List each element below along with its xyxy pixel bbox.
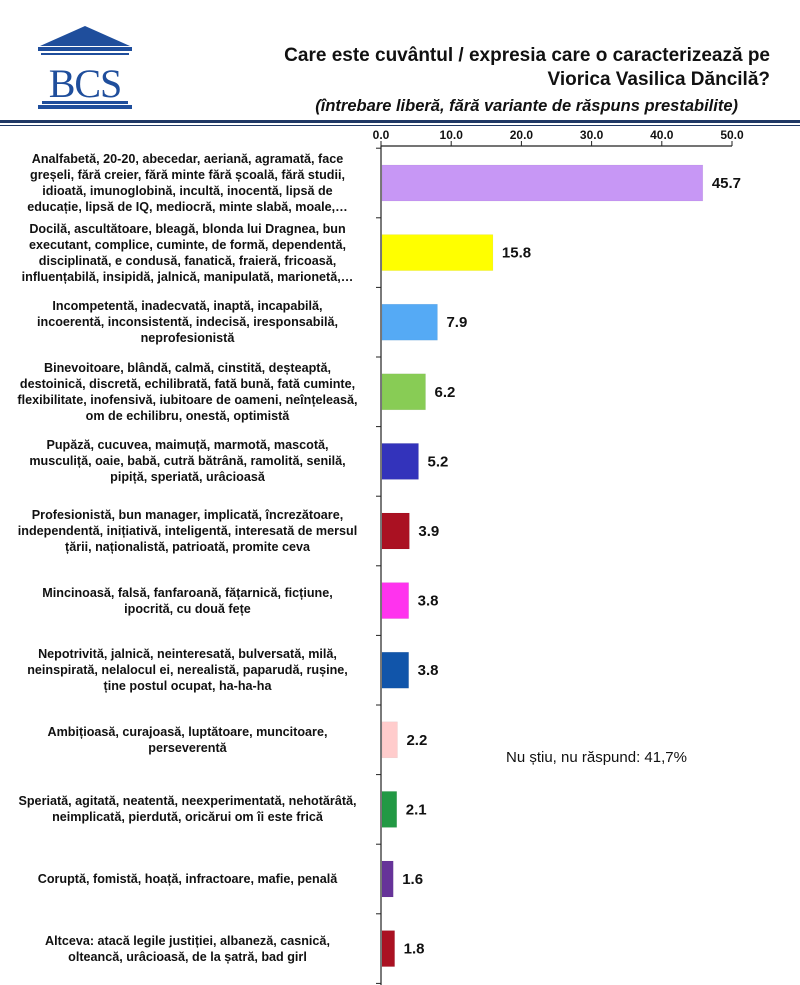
bar <box>382 791 397 827</box>
category-label-line: ipocrită, cu două fețe <box>124 601 251 616</box>
bar <box>382 722 397 758</box>
value-label: 1.8 <box>403 940 425 958</box>
value-label: 3.9 <box>418 523 440 540</box>
category-label-line: disciplinată, e condusă, fanatică, fraieră, fricoasă, <box>38 253 337 268</box>
value-label: 45.7 <box>711 175 742 192</box>
category-label-line: Incompetentă, inadecvată, inaptă, incapabilă, <box>52 299 323 314</box>
category-label-line: țării, naționalistă, patrioată, promite ceva <box>65 540 310 554</box>
category-label-line: neinspirată, nelalocul ei, nerealistă, paparudă, rușine, <box>27 663 348 678</box>
category-label-line: om de echilibru, onestă, optimistă <box>85 408 290 423</box>
chart-subtitle: (întrebare liberă, fără variante de răspuns prestabilite) <box>315 97 738 115</box>
title-line-1: Care este cuvântul / expresia care o caracterizează pe <box>284 45 770 66</box>
x-tick-label: 0.0 <box>372 128 390 142</box>
category-label-line: Pupăză, cucuvea, maimuță, marmotă, mascotă, <box>46 438 329 453</box>
category-label-line: Altceva: atacă legile justiției, albaneză, casnică, <box>45 933 330 948</box>
title-line-2: Viorica Vasilica Dăncilă? <box>547 69 770 90</box>
bar <box>382 165 703 201</box>
value-label: 1.6 <box>402 871 424 888</box>
bar <box>382 931 395 967</box>
category-label-line: influențabilă, insipidă, jalnică, manipulată, marionetă,… <box>21 269 354 284</box>
category-label-line: executant, complice, cuminte, de formă, dependentă, <box>28 237 347 252</box>
bar <box>382 304 437 340</box>
category-label-line: pipiță, speriată, urâcioasă <box>110 470 265 485</box>
category-label <box>2 220 373 286</box>
bar <box>382 235 493 271</box>
category-label-line: Ambițioasă, curajoasă, luptătoare, muncitoare, <box>47 724 328 739</box>
category-label <box>2 846 373 912</box>
category-label-line: neimplicată, pierdută, oricărui om îi este frică <box>52 810 323 825</box>
bar <box>382 652 409 688</box>
category-label-line: Binevoitoare, blândă, calmă, cinstită, deșteaptă, <box>44 360 331 375</box>
category-label <box>2 568 373 634</box>
bar <box>382 374 426 410</box>
category-label <box>2 776 373 842</box>
value-label: 3.8 <box>417 662 439 680</box>
category-label-line: greșeli, fără creier, fără minte fără școală, fără studii, <box>30 168 345 182</box>
category-label <box>2 150 373 216</box>
category-label <box>2 707 373 773</box>
value-label: 3.8 <box>417 592 439 610</box>
no-answer-note: Nu știu, nu răspund: 41,7% <box>506 749 687 766</box>
category-label <box>2 637 373 703</box>
category-label-line: ține postul ocupat, ha-ha-ha <box>103 679 272 694</box>
category-label-line: incoerentă, inconsistentă, indecisă, iresponsabilă, <box>37 315 338 330</box>
category-label-line: Profesionistă, bun manager, implicată, încrezătoare, <box>31 508 344 522</box>
category-label <box>2 289 373 355</box>
bar <box>382 583 409 619</box>
value-label: 7.9 <box>446 314 468 332</box>
value-label: 6.2 <box>434 383 456 401</box>
category-label-line: perseverentă <box>148 740 227 755</box>
value-label: 15.8 <box>501 244 532 262</box>
category-label <box>2 498 373 564</box>
category-label-line: Coruptă, fomistă, hoață, infractoare, mafie, penală <box>37 872 338 886</box>
category-label-line: idioată, imunoglobină, incultă, inocentă, lipsă de <box>42 184 333 198</box>
x-tick-label: 40.0 <box>650 128 674 142</box>
logo-text: BCS <box>48 61 122 106</box>
bar <box>382 861 393 897</box>
bar <box>382 443 419 479</box>
category-label-line: flexibilitate, inofensivă, iubitoare de oameni, neînțeleasă, <box>17 392 358 407</box>
category-label-line: Speriată, agitată, neatentă, neexperimentată, nehotărâtă, <box>18 794 357 809</box>
category-label-line: destoinică, discretă, echilibrată, fată bună, fată cuminte, <box>19 376 356 391</box>
category-label-line: independentă, inițiativă, inteligentă, interesată de mersul <box>17 524 358 538</box>
x-tick-label: 30.0 <box>579 128 604 142</box>
x-tick-label: 10.0 <box>439 128 463 142</box>
category-label-line: Nepotrivită, jalnică, neinteresată, bulversată, milă, <box>38 647 337 662</box>
category-label-line: Docilă, ascultătoare, bleagă, blonda lui Dragnea, bun <box>29 221 346 236</box>
x-tick-label: 50.0 <box>720 128 744 142</box>
category-label <box>2 916 373 982</box>
value-label: 5.2 <box>427 453 449 471</box>
category-label-line: Analfabetă, 20-20, abecedar, aeriană, agramată, face <box>31 152 344 166</box>
category-label-line: musculiță, oaie, babă, cutră bătrână, ramolită, senilă, <box>29 454 346 469</box>
category-label-line: educație, lipsă de IQ, mediocră, minte slabă, moale,… <box>27 200 348 214</box>
category-label <box>2 428 373 494</box>
x-tick-label: 20.0 <box>509 128 534 142</box>
value-label: 2.2 <box>406 731 428 749</box>
category-label-line: Mincinoasă, falsă, fanfaroană, fățarnică, ficțiune, <box>42 585 333 600</box>
bar <box>382 513 409 549</box>
category-label-line: olteancă, urâcioasă, de la șatră, bad girl <box>68 949 307 964</box>
value-label: 2.1 <box>405 801 427 819</box>
category-label-line: neprofesionistă <box>140 331 235 346</box>
category-label <box>2 359 373 425</box>
